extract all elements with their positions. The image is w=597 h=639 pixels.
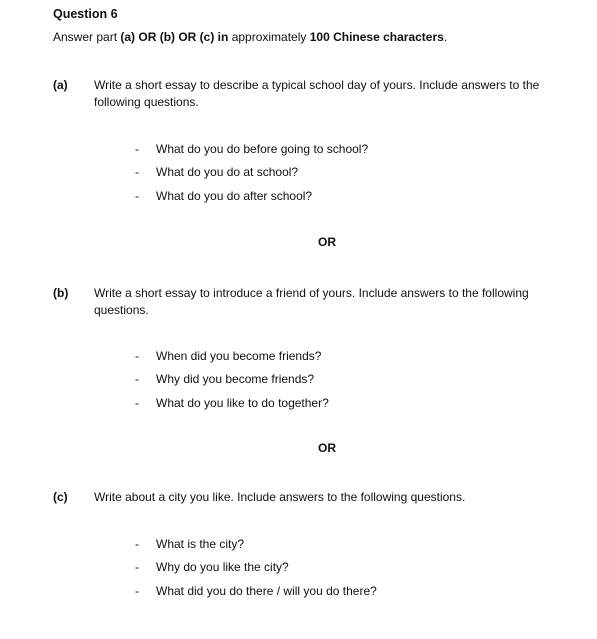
instruction-end: . bbox=[443, 30, 448, 44]
part-a-bullet-2-marker: - bbox=[135, 165, 139, 179]
part-a-bullet-3: What do you do after school? bbox=[156, 189, 313, 203]
part-b-prompt: Write a short essay to introduce a friend of yours. Include answers to the following questions. bbox=[94, 286, 529, 317]
part-c-bullet-3: What did you do there / will you do there? bbox=[156, 584, 377, 598]
instruction-lead: Answer part bbox=[53, 30, 121, 44]
part-a-bullet-1-marker: - bbox=[135, 142, 139, 156]
instruction-middle: approximately bbox=[228, 30, 310, 44]
part-b-bullet-2-marker: - bbox=[135, 372, 139, 386]
part-c-bullet-3-marker: - bbox=[135, 584, 139, 598]
part-b-bullet-1: When did you become friends? bbox=[156, 349, 322, 363]
part-b-label: (b) bbox=[53, 286, 69, 300]
part-a-prompt: Write a short essay to describe a typical school day of yours. Include answers to the following questions. bbox=[94, 78, 540, 109]
part-c-bullet-1-marker: - bbox=[135, 537, 139, 551]
part-c-label: (c) bbox=[53, 490, 68, 504]
part-c-bullet-1: What is the city? bbox=[156, 537, 245, 551]
part-a-bullet-2: What do you do at school? bbox=[156, 165, 299, 179]
instruction-line bbox=[53, 30, 447, 44]
part-b-bullet-3-marker: - bbox=[135, 396, 139, 410]
or-separator-1: OR bbox=[318, 235, 336, 249]
part-a-label: (a) bbox=[53, 78, 68, 92]
part-a-bullet-3-marker: - bbox=[135, 189, 139, 203]
part-c-bullet-2: Why do you like the city? bbox=[156, 560, 289, 574]
part-b-bullet-1-marker: - bbox=[135, 349, 139, 363]
or-separator-2: OR bbox=[318, 441, 336, 455]
part-a-bullet-1: What do you do before going to school? bbox=[156, 142, 369, 156]
instruction-parts: (a) OR (b) OR (c) in bbox=[120, 30, 229, 44]
part-c-bullet-2-marker: - bbox=[135, 560, 139, 574]
instruction-length: 100 Chinese characters bbox=[309, 30, 444, 44]
part-c-prompt: Write about a city you like. Include answers to the following questions. bbox=[94, 490, 466, 504]
question-title: Question 6 bbox=[53, 7, 118, 21]
part-b-bullet-2: Why did you become friends? bbox=[156, 372, 315, 386]
part-b-bullet-3: What do you like to do together? bbox=[156, 396, 329, 410]
